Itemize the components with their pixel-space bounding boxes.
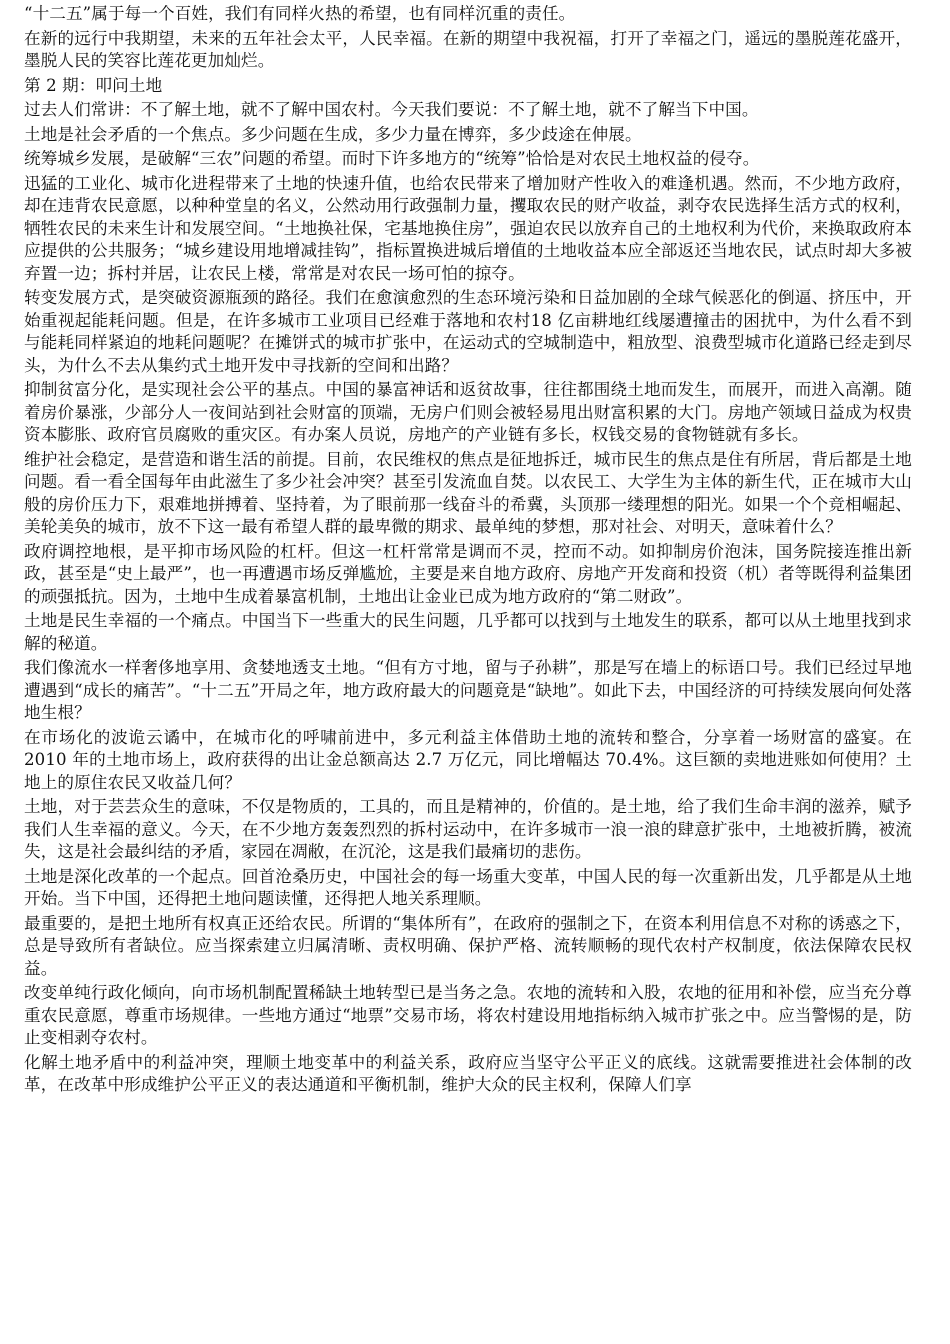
- paragraph: 政府调控地根，是平抑市场风险的杠杆。但这一杠杆常常是调而不灵，控而不动。如抑制房价泡沫，国务院接连推出新政，甚至是“史上最严”，也一再遭遇市场反弹尴尬，主要是来自地方政府、房地产开发商和投资（机）者等既得利益集团的顽强抵抗。因为，土地中生成着暴富机制，土地出让金业已成为地方政府的“第二财政”。: [24, 541, 912, 606]
- paragraph: 土地是深化改革的一个起点。回首沧桑历史，中国社会的每一场重大变革，中国人民的每一次重新出发，几乎都是从土地开始。当下中国，还得把土地问题读懂，还得把人地关系理顺。: [24, 866, 912, 908]
- paragraph: 土地，对于芸芸众生的意味，不仅是物质的，工具的，而且是精神的，价值的。是土地，给了我们生命丰润的滋养，赋予我们人生幸福的意义。今天，在不少地方轰轰烈烈的拆村运动中，在许多城市一浪一浪的肆意扩张中，土地被折腾，被流失，这是社会最纠结的矛盾，家园在凋敝，在沉沦，这是我们最痛切的悲伤。: [24, 797, 912, 861]
- paragraph: 过去人们常讲：不了解土地，就不了解中国农村。今天我们要说：不了解土地，就不了解当下中国。: [24, 100, 759, 119]
- paragraph: 最重要的，是把土地所有权真正还给农民。所谓的“集体所有”，在政府的强制之下，在资本利用信息不对称的诱惑之下，总是导致所有者缺位。应当探索建立归属清晰、责权明确、保护严格、流转顺畅的现代农村产权制度，依法保障农民权益。: [24, 913, 912, 978]
- paragraph: 维护社会稳定，是营造和谐生活的前提。目前，农民维权的焦点是征地拆迁，城市民生的焦点是住有所居，背后都是土地问题。看一看全国每年由此滋生了多少社会冲突？甚至引发流血自焚。以农民工、大学生为主体的新生代，正在城市大山般的房价压力下，艰难地拼搏着、坚持着，为了眼前那一线奋斗的希冀，头顶那一缕理想的阳光。如果一个个竞相崛起、美轮美奂的城市，放不下这一最有希望人群的最卑微的期求、最单纯的梦想，那对社会、对明天，意味着什么？: [24, 449, 912, 536]
- paragraph: 转变发展方式，是突破资源瓶颈的路径。我们在愈演愈烈的生态环境污染和日益加剧的全球气候恶化的倒逼、挤压中，开始重视起能耗问题。但是，在许多城市工业项目已经难于落地和农村18 亿亩耕地红线屡遭撞击的困扰中，为什么看不到与能耗同样紧迫的地耗问题呢？在摊饼式的城市扩张中，在运动式的空城制造中，粗放型、浪费型城市化道路已经走到尽头，为什么不去从集约式土地开发中寻找新的空间和出路？: [24, 288, 912, 375]
- paragraph: “十二五”属于每一个百姓，我们有同样火热的希望，也有同样沉重的责任。: [24, 4, 576, 23]
- paragraph: 改变单纯行政化倾向，向市场机制配置稀缺土地转型已是当务之急。农地的流转和入股，农地的征用和补偿，应当充分尊重农民意愿，尊重市场规律。一些地方通过“地票”交易市场，将农村建设用地指标纳入城市扩张之中。应当警惕的是，防止变相剥夺农村。: [24, 983, 912, 1047]
- paragraph: 迅猛的工业化、城市化进程带来了土地的快速升值，也给农民带来了增加财产性收入的难逢机遇。然而，不少地方政府，却在违背农民意愿，以种种堂皇的名义，公然动用行政强制力量，攫取农民的财产收益，剥夺农民选择生活方式的权利，牺牲农民的未来生计和发展空间。“土地换社保，宅基地换住房”，强迫农民以放弃自己的土地权利为代价，来换取政府本应提供的公共服务；“城乡建设用地增减挂钩”，指标置换进城后增值的土地收益本应全部返还当地农民，试点时却大多被弃置一边；拆村并居，让农民上楼，常常是对农民一场可怕的掠夺。: [24, 173, 912, 283]
- paragraph: 抑制贫富分化，是实现社会公平的基点。中国的暴富神话和返贫故事，往往都围绕土地而发生，而展开，而进入高潮。随着房价暴涨，少部分人一夜间站到社会财富的顶端，无房户们则会被轻易甩出财富积累的大门。房地产领域日益成为权贵资本膨胀、政府官员腐败的重灾区。有办案人员说，房地产的产业链有多长，权钱交易的食物链就有多长。: [24, 380, 912, 444]
- paragraph: 在市场化的波诡云谲中，在城市化的呼啸前进中，多元利益主体借助土地的流转和整合，分享着一场财富的盛宴。在 2010 年的土地市场上，政府获得的出让金总额高达 2.7 万亿元，同比增幅达 70.4%。这巨额的卖地进账如何使用？土地上的原住农民又收益几何？: [24, 727, 912, 792]
- paragraph: 土地是社会矛盾的一个焦点。多少问题在生成，多少力量在博弈，多少歧途在伸展。: [24, 124, 642, 144]
- paragraph: 在新的远行中我期望，未来的五年社会太平，人民幸福。在新的期望中我祝福，打开了幸福之门，遥远的墨脱莲花盛开，墨脱人民的笑容比莲花更加灿烂。: [24, 28, 912, 70]
- document-body: [24, 3, 912, 1097]
- section-heading: 第 2 期：叩问土地: [24, 75, 163, 95]
- paragraph: 土地是民生幸福的一个痛点。中国当下一些重大的民生问题，几乎都可以找到与土地发生的联系，都可以从土地里找到求解的秘道。: [24, 611, 912, 653]
- paragraph: 统筹城乡发展，是破解“三农”问题的希望。而时下许多地方的“统筹”恰恰是对农民土地权益的侵夺。: [24, 149, 760, 168]
- paragraph: 化解土地矛盾中的利益冲突，理顺土地变革中的利益关系，政府应当坚守公平正义的底线。这就需要推进社会体制的改革，在改革中形成维护公平正义的表达通道和平衡机制，维护大众的民主权利，保障人们享: [24, 1052, 912, 1094]
- paragraph: 我们像流水一样奢侈地享用、贪婪地透支土地。“但有方寸地，留与子孙耕”，那是写在墙上的标语口号。我们已经过早地遭遇到“成长的痛苦”。“十二五”开局之年，地方政府最大的问题竟是“缺地”。如此下去，中国经济的可持续发展向何处落地生根？: [24, 658, 912, 722]
